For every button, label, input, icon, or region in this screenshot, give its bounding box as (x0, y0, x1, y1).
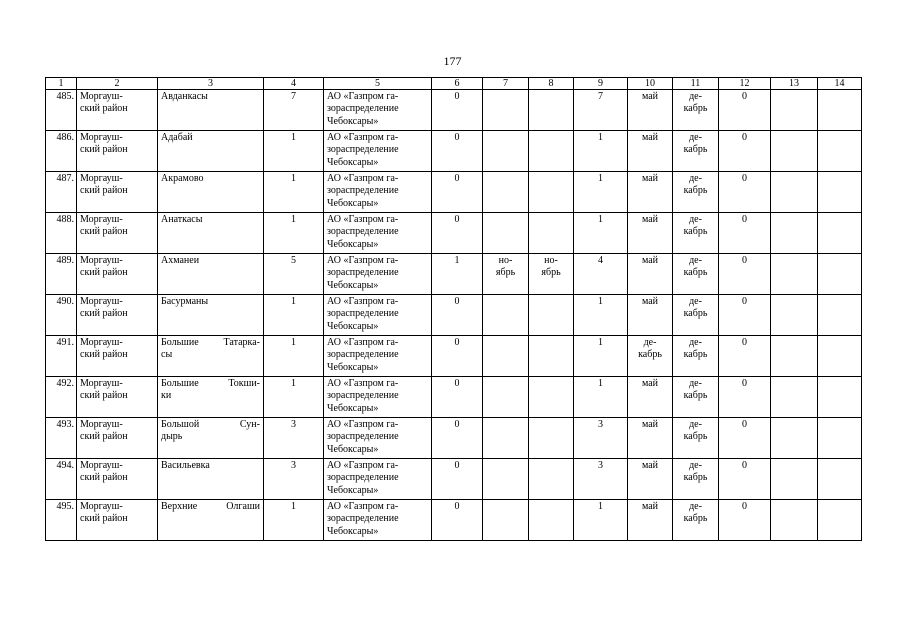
cell-line: ский район (80, 513, 128, 525)
district-cell (77, 90, 158, 131)
col12-cell: 0 (719, 336, 771, 377)
district-cell (77, 213, 158, 254)
col4-cell: 1 (264, 172, 324, 213)
cell-line: зораспределение (327, 513, 399, 525)
cell-line: ябрь (495, 267, 516, 279)
cell-line: кабрь (683, 308, 708, 320)
col7-cell (483, 418, 529, 459)
col9-cell: 1 (574, 336, 628, 377)
cell-line: Моргауш- (80, 132, 123, 143)
cell-line: ский район (80, 349, 128, 361)
col12-cell: 0 (719, 418, 771, 459)
cell-line: Моргауш- (80, 296, 123, 307)
organization-cell (324, 172, 432, 213)
col6-cell: 0 (432, 213, 483, 254)
cell-line: кабрь (683, 349, 708, 361)
cell-line: кабрь (683, 390, 708, 402)
cell-line: ский район (80, 267, 128, 279)
cell-line: де- (689, 419, 702, 430)
cell-line: ский район (80, 390, 128, 402)
cell-line: кабрь (683, 226, 708, 238)
col4-cell: 1 (264, 295, 324, 336)
organization-cell (324, 90, 432, 131)
cell-line: Моргауш- (80, 337, 123, 348)
row-number-cell: 495. (46, 500, 77, 541)
table-row (46, 418, 862, 459)
table-row (46, 172, 862, 213)
col7-cell (483, 295, 529, 336)
cell-line: зораспределение (327, 349, 399, 361)
col9-cell: 7 (574, 90, 628, 131)
row-number-cell: 485. (46, 90, 77, 131)
column-header: 12 (719, 78, 771, 90)
col9-cell: 3 (574, 418, 628, 459)
cell-line: АО «Газпром га- (327, 460, 399, 471)
col6-cell: 0 (432, 459, 483, 500)
cell-line: Адабай (161, 132, 193, 143)
col6-cell: 0 (432, 295, 483, 336)
cell-line: май (641, 296, 659, 307)
cell-line: ский район (80, 226, 128, 238)
col4-cell: 1 (264, 377, 324, 418)
table-row (46, 336, 862, 377)
col11-cell (673, 377, 719, 418)
col8-cell (529, 500, 574, 541)
cell-line: зораспределение (327, 103, 399, 115)
district-cell (77, 254, 158, 295)
col6-cell: 1 (432, 254, 483, 295)
page-number: 177 (443, 54, 462, 68)
cell-line: Анаткасы (161, 214, 203, 225)
cell-line: ябрь (541, 267, 561, 279)
col6-cell: 0 (432, 377, 483, 418)
settlement-name-cell (158, 377, 264, 418)
cell-line: АО «Газпром га- (327, 296, 399, 307)
col7-cell (483, 254, 529, 295)
col7-cell (483, 172, 529, 213)
col14-cell (818, 295, 862, 336)
cell-line: Большие Татарка- (161, 337, 260, 348)
col9-cell: 3 (574, 459, 628, 500)
cell-line: но- (544, 255, 558, 266)
col14-cell (818, 254, 862, 295)
col12-cell: 0 (719, 459, 771, 500)
column-header: 10 (628, 78, 673, 90)
col11-cell (673, 172, 719, 213)
cell-line: кабрь (683, 431, 708, 443)
organization-cell (324, 295, 432, 336)
row-number-cell: 486. (46, 131, 77, 172)
col7-cell (483, 213, 529, 254)
settlement-name-cell (158, 418, 264, 459)
cell-line: май (641, 132, 659, 143)
column-number-header (46, 78, 862, 90)
col13-cell (771, 377, 818, 418)
col11-cell (673, 254, 719, 295)
settlement-name-cell (158, 254, 264, 295)
cell-line: де- (689, 378, 702, 389)
district-cell (77, 131, 158, 172)
settlement-name-cell (158, 336, 264, 377)
cell-line: сы (161, 349, 173, 361)
cell-line: Авданкасы (161, 91, 208, 102)
cell-line: де- (689, 132, 702, 143)
col6-cell: 0 (432, 172, 483, 213)
col8-cell (529, 131, 574, 172)
cell-line: де- (689, 337, 702, 348)
column-header: 9 (574, 78, 628, 90)
column-header: 8 (529, 78, 574, 90)
col4-cell: 1 (264, 131, 324, 172)
cell-line: Моргауш- (80, 173, 123, 184)
col14-cell (818, 377, 862, 418)
cell-line: АО «Газпром га- (327, 132, 399, 143)
col14-cell (818, 418, 862, 459)
organization-cell (324, 336, 432, 377)
cell-line: АО «Газпром га- (327, 378, 399, 389)
cell-line: ский район (80, 308, 128, 320)
column-header: 5 (324, 78, 432, 90)
table-row (46, 90, 862, 131)
cell-line: Васильевка (161, 460, 210, 471)
col13-cell (771, 90, 818, 131)
column-header: 14 (818, 78, 862, 90)
cell-line: АО «Газпром га- (327, 91, 399, 102)
col6-cell: 0 (432, 418, 483, 459)
column-header: 11 (673, 78, 719, 90)
cell-line: ки (161, 390, 172, 402)
organization-cell (324, 254, 432, 295)
column-header: 6 (432, 78, 483, 90)
district-cell (77, 295, 158, 336)
organization-cell (324, 418, 432, 459)
col9-cell: 4 (574, 254, 628, 295)
table-row (46, 377, 862, 418)
table-body (46, 90, 862, 541)
cell-line: кабрь (683, 103, 708, 115)
organization-cell (324, 500, 432, 541)
col14-cell (818, 336, 862, 377)
col12-cell: 0 (719, 213, 771, 254)
col11-cell (673, 213, 719, 254)
table-row (46, 459, 862, 500)
col12-cell: 0 (719, 131, 771, 172)
col10-cell (628, 336, 673, 377)
cell-line: Моргауш- (80, 501, 123, 512)
col10-cell (628, 377, 673, 418)
col9-cell: 1 (574, 377, 628, 418)
row-number-cell: 494. (46, 459, 77, 500)
col12-cell: 0 (719, 254, 771, 295)
cell-line: кабрь (683, 144, 708, 156)
column-header: 3 (158, 78, 264, 90)
col8-cell (529, 295, 574, 336)
col12-cell: 0 (719, 377, 771, 418)
district-cell (77, 172, 158, 213)
cell-line: АО «Газпром га- (327, 173, 399, 184)
col9-cell: 1 (574, 131, 628, 172)
col13-cell (771, 295, 818, 336)
cell-line: Моргауш- (80, 91, 123, 102)
cell-line: Чебоксары» (327, 156, 379, 168)
col4-cell: 7 (264, 90, 324, 131)
row-number-cell: 491. (46, 336, 77, 377)
col11-cell (673, 336, 719, 377)
cell-line: май (641, 378, 659, 389)
gasification-table (45, 77, 862, 541)
cell-line: Большие Токши- (161, 378, 260, 389)
col11-cell (673, 90, 719, 131)
column-header: 1 (46, 78, 77, 90)
col11-cell (673, 418, 719, 459)
settlement-name-cell (158, 459, 264, 500)
row-number-cell: 488. (46, 213, 77, 254)
col6-cell: 0 (432, 500, 483, 541)
col7-cell (483, 90, 529, 131)
col14-cell (818, 500, 862, 541)
row-number-cell: 493. (46, 418, 77, 459)
cell-line: Чебоксары» (327, 361, 379, 373)
col9-cell: 1 (574, 500, 628, 541)
col12-cell: 0 (719, 295, 771, 336)
col11-cell (673, 131, 719, 172)
col8-cell (529, 336, 574, 377)
cell-line: де- (689, 460, 702, 471)
col11-cell (673, 500, 719, 541)
cell-line: Чебоксары» (327, 197, 379, 209)
cell-line: Верхние Олгаши (161, 501, 260, 512)
col13-cell (771, 131, 818, 172)
cell-line: дырь (161, 431, 183, 443)
col13-cell (771, 418, 818, 459)
col8-cell (529, 377, 574, 418)
cell-line: май (641, 460, 659, 471)
col7-cell (483, 131, 529, 172)
cell-line: АО «Газпром га- (327, 501, 399, 512)
col8-cell (529, 254, 574, 295)
col14-cell (818, 90, 862, 131)
cell-line: ский район (80, 472, 128, 484)
row-number-cell: 490. (46, 295, 77, 336)
col8-cell (529, 172, 574, 213)
district-cell (77, 418, 158, 459)
col7-cell (483, 336, 529, 377)
cell-line: Акрамово (161, 173, 204, 184)
cell-line: Чебоксары» (327, 484, 379, 496)
cell-line: Чебоксары» (327, 402, 379, 414)
cell-line: май (641, 173, 659, 184)
cell-line: кабрь (683, 267, 708, 279)
col12-cell: 0 (719, 90, 771, 131)
cell-line: зораспределение (327, 431, 399, 443)
col8-cell (529, 213, 574, 254)
settlement-name-cell (158, 295, 264, 336)
col12-cell: 0 (719, 500, 771, 541)
col8-cell (529, 90, 574, 131)
cell-line: де- (689, 255, 702, 266)
cell-line: кабрь (683, 513, 708, 525)
col9-cell: 1 (574, 172, 628, 213)
cell-line: Моргауш- (80, 419, 123, 430)
col13-cell (771, 500, 818, 541)
col11-cell (673, 295, 719, 336)
col4-cell: 1 (264, 213, 324, 254)
cell-line: де- (689, 173, 702, 184)
col13-cell (771, 336, 818, 377)
cell-line: зораспределение (327, 185, 399, 197)
cell-line: Басурманы (161, 296, 209, 307)
organization-cell (324, 131, 432, 172)
district-cell (77, 500, 158, 541)
cell-line: ский район (80, 431, 128, 443)
col8-cell (529, 459, 574, 500)
col9-cell: 1 (574, 295, 628, 336)
col13-cell (771, 172, 818, 213)
col12-cell: 0 (719, 172, 771, 213)
cell-line: май (641, 214, 659, 225)
cell-line: Ахманеи (161, 255, 200, 266)
settlement-name-cell (158, 90, 264, 131)
col8-cell (529, 418, 574, 459)
table-row (46, 500, 862, 541)
table-row (46, 131, 862, 172)
cell-line: АО «Газпром га- (327, 419, 399, 430)
col14-cell (818, 172, 862, 213)
settlement-name-cell (158, 172, 264, 213)
col10-cell (628, 90, 673, 131)
district-cell (77, 459, 158, 500)
cell-line: зораспределение (327, 144, 399, 156)
col14-cell (818, 131, 862, 172)
cell-line: АО «Газпром га- (327, 337, 399, 348)
cell-line: Чебоксары» (327, 320, 379, 332)
col4-cell: 3 (264, 459, 324, 500)
district-cell (77, 377, 158, 418)
cell-line: май (641, 419, 659, 430)
column-header: 13 (771, 78, 818, 90)
cell-line: ский район (80, 185, 128, 197)
col10-cell (628, 500, 673, 541)
cell-line: де- (689, 501, 702, 512)
col9-cell: 1 (574, 213, 628, 254)
cell-line: зораспределение (327, 226, 399, 238)
row-number-cell: 489. (46, 254, 77, 295)
table-row (46, 295, 862, 336)
col7-cell (483, 500, 529, 541)
col10-cell (628, 459, 673, 500)
cell-line: АО «Газпром га- (327, 255, 399, 266)
row-number-cell: 487. (46, 172, 77, 213)
cell-line: но- (498, 255, 513, 266)
cell-line: зораспределение (327, 472, 399, 484)
cell-line: Чебоксары» (327, 238, 379, 250)
col13-cell (771, 254, 818, 295)
settlement-name-cell (158, 500, 264, 541)
col14-cell (818, 459, 862, 500)
cell-line: Чебоксары» (327, 115, 379, 127)
cell-line: Моргауш- (80, 460, 123, 471)
col10-cell (628, 131, 673, 172)
col10-cell (628, 418, 673, 459)
cell-line: май (641, 91, 659, 102)
cell-line: май (641, 255, 659, 266)
col10-cell (628, 172, 673, 213)
col14-cell (818, 213, 862, 254)
cell-line: Чебоксары» (327, 279, 379, 291)
cell-line: Моргауш- (80, 378, 123, 389)
organization-cell (324, 213, 432, 254)
col7-cell (483, 459, 529, 500)
cell-line: кабрь (638, 349, 662, 361)
column-header: 2 (77, 78, 158, 90)
cell-line: ский район (80, 103, 128, 115)
cell-line: Большой Сун- (161, 419, 260, 430)
cell-line: кабрь (683, 472, 708, 484)
district-cell (77, 336, 158, 377)
cell-line: де- (643, 337, 657, 348)
cell-line: Моргауш- (80, 255, 123, 266)
cell-line: зораспределение (327, 267, 399, 279)
table-row (46, 213, 862, 254)
col4-cell: 3 (264, 418, 324, 459)
row-number-cell: 492. (46, 377, 77, 418)
cell-line: май (641, 501, 659, 512)
table-row (46, 254, 862, 295)
cell-line: де- (689, 296, 702, 307)
organization-cell (324, 459, 432, 500)
settlement-name-cell (158, 131, 264, 172)
column-header: 7 (483, 78, 529, 90)
cell-line: зораспределение (327, 308, 399, 320)
cell-line: Моргауш- (80, 214, 123, 225)
col10-cell (628, 295, 673, 336)
col6-cell: 0 (432, 336, 483, 377)
cell-line: АО «Газпром га- (327, 214, 399, 225)
col6-cell: 0 (432, 131, 483, 172)
col7-cell (483, 377, 529, 418)
col10-cell (628, 254, 673, 295)
cell-line: де- (689, 91, 702, 102)
column-header: 4 (264, 78, 324, 90)
col6-cell: 0 (432, 90, 483, 131)
col11-cell (673, 459, 719, 500)
cell-line: де- (689, 214, 702, 225)
col13-cell (771, 213, 818, 254)
col4-cell: 5 (264, 254, 324, 295)
organization-cell (324, 377, 432, 418)
col13-cell (771, 459, 818, 500)
col10-cell (628, 213, 673, 254)
cell-line: ский район (80, 144, 128, 156)
cell-line: зораспределение (327, 390, 399, 402)
cell-line: Чебоксары» (327, 525, 379, 537)
col4-cell: 1 (264, 500, 324, 541)
settlement-name-cell (158, 213, 264, 254)
cell-line: кабрь (683, 185, 708, 197)
col4-cell: 1 (264, 336, 324, 377)
cell-line: Чебоксары» (327, 443, 379, 455)
